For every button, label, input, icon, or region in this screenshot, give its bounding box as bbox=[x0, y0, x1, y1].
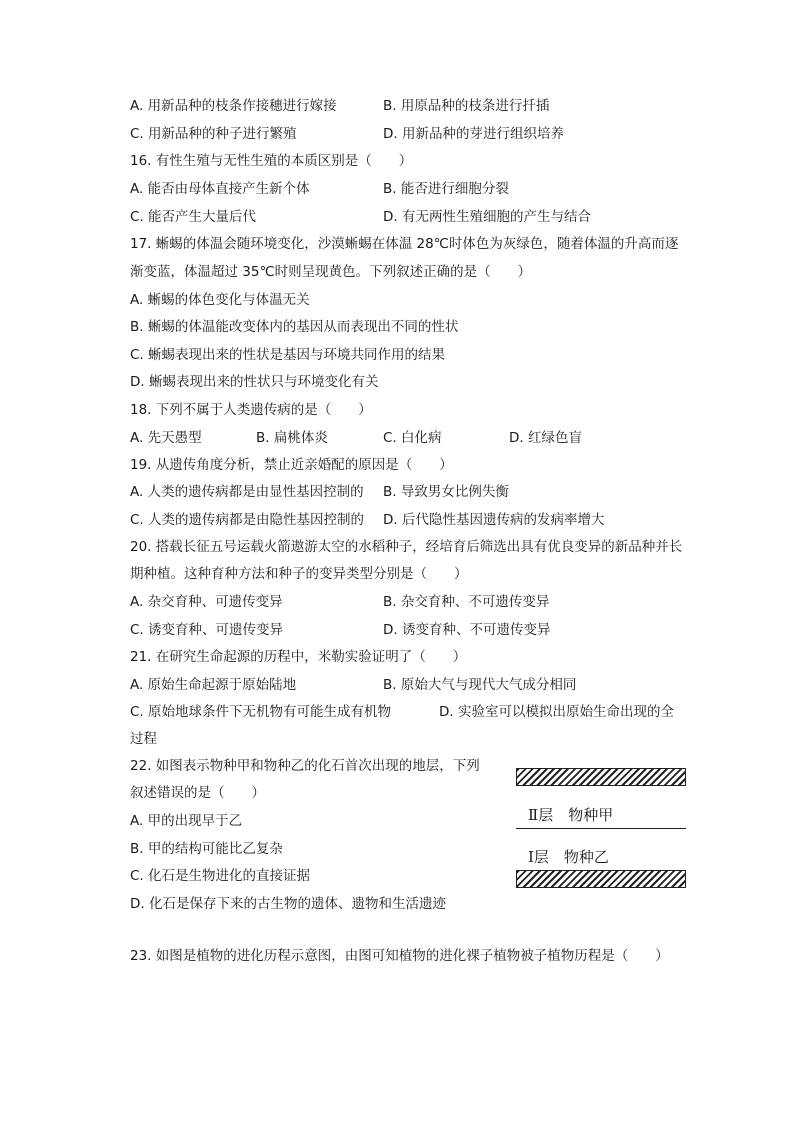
q22-stem-line2: 叙述错误的是（ ） bbox=[130, 785, 265, 801]
layer-i-label: Ⅰ层 物种乙 bbox=[528, 848, 609, 866]
q18-option-c: C. 白化病 bbox=[383, 430, 442, 446]
rock-stratum-top bbox=[516, 768, 686, 786]
q22-option-b: B. 甲的结构可能比乙复杂 bbox=[130, 841, 283, 857]
q21-stem: 21. 在研究生命起源的历程中，米勒实验证明了（ ） bbox=[130, 649, 467, 665]
q20-stem-line2: 期种植。这种育种方法和种子的变异类型分别是（ ） bbox=[130, 566, 468, 582]
q19-option-d: D. 后代隐性基因遗传病的发病率增大 bbox=[383, 512, 605, 528]
q18-stem: 18. 下列不属于人类遗传病的是（ ） bbox=[130, 402, 372, 418]
q21-option-b: B. 原始大气与现代大气成分相同 bbox=[383, 677, 577, 693]
q21-option-a: A. 原始生命起源于原始陆地 bbox=[130, 677, 297, 693]
layer-ii-label: Ⅱ层 物种甲 bbox=[528, 806, 614, 824]
q19-option-a: A. 人类的遗传病都是由显性基因控制的 bbox=[130, 484, 364, 500]
q17-option-d: D. 蜥蜴表现出来的性状只与环境变化有关 bbox=[130, 374, 379, 390]
q22-option-c: C. 化石是生物进化的直接证据 bbox=[130, 868, 311, 884]
q16-stem: 16. 有性生殖与无性生殖的本质区别是（ ） bbox=[130, 153, 413, 169]
q22-stem-line1: 22. 如图表示物种甲和物种乙的化石首次出现的地层，下列 bbox=[130, 758, 480, 774]
q17-option-a: A. 蜥蜴的体色变化与体温无关 bbox=[130, 292, 310, 308]
q20-option-a: A. 杂交育种、可遗传变异 bbox=[130, 594, 283, 610]
q20-stem-line1: 20. 搭载长征五号运载火箭遨游太空的水稻种子，经培育后筛选出具有优良变异的新品种并长 bbox=[130, 539, 683, 555]
q19-stem: 19. 从遗传角度分析，禁止近亲婚配的原因是（ ） bbox=[130, 457, 453, 473]
q18-option-d: D. 红绿色盲 bbox=[509, 430, 582, 446]
q23-stem: 23. 如图是植物的进化历程示意图，由图可知植物的进化裸子植物被子植物历程是（ ） bbox=[130, 948, 669, 964]
q15-option-b: B. 用原品种的枝条进行扦插 bbox=[383, 98, 550, 114]
q21-option-d-line1: D. 实验室可以模拟出原始生命出现的全 bbox=[439, 704, 674, 720]
q17-stem-line2: 渐变蓝，体温超过 35℃时则呈现黄色。下列叙述正确的是（ ） bbox=[130, 264, 532, 280]
q19-option-b: B. 导致男女比例失衡 bbox=[383, 484, 509, 500]
q21-option-c: C. 原始地球条件下无机物有可能生成有机物 bbox=[130, 704, 392, 720]
q21-option-d-line2: 过程 bbox=[130, 731, 157, 747]
q17-option-c: C. 蜥蜴表现出来的性状是基因与环境共同作用的结果 bbox=[130, 347, 446, 363]
q20-option-d: D. 诱变育种、不可遗传变异 bbox=[383, 622, 551, 638]
q18-option-b: B. 扁桃体炎 bbox=[256, 430, 328, 446]
strata-figure bbox=[512, 762, 692, 890]
rock-stratum-bottom bbox=[516, 870, 686, 888]
q15-option-c: C. 用新品种的种子进行繁殖 bbox=[130, 126, 297, 142]
q22-option-a: A. 甲的出现早于乙 bbox=[130, 813, 243, 829]
q16-option-a: A. 能否由母体直接产生新个体 bbox=[130, 181, 310, 197]
q16-option-c: C. 能否产生大量后代 bbox=[130, 209, 257, 225]
q19-option-c: C. 人类的遗传病都是由隐性基因控制的 bbox=[130, 512, 365, 528]
strata-divider bbox=[516, 828, 686, 829]
q16-option-b: B. 能否进行细胞分裂 bbox=[383, 181, 509, 197]
q15-option-d: D. 用新品种的芽进行组织培养 bbox=[383, 126, 564, 142]
q22-option-d: D. 化石是保存下来的古生物的遗体、遗物和生活遗迹 bbox=[130, 896, 446, 912]
q17-stem-line1: 17. 蜥蜴的体温会随环境变化，沙漠蜥蜴在体温 28℃时体色为灰绿色，随着体温的升高而逐 bbox=[130, 236, 679, 252]
q17-option-b: B. 蜥蜴的体温能改变体内的基因从而表现出不同的性状 bbox=[130, 319, 459, 335]
q20-option-b: B. 杂交育种、不可遗传变异 bbox=[383, 594, 550, 610]
q20-option-c: C. 诱变育种、可遗传变异 bbox=[130, 622, 284, 638]
q16-option-d: D. 有无两性生殖细胞的产生与结合 bbox=[383, 209, 591, 225]
q15-option-a: A. 用新品种的枝条作接穗进行嫁接 bbox=[130, 98, 337, 114]
q18-option-a: A. 先天愚型 bbox=[130, 430, 202, 446]
